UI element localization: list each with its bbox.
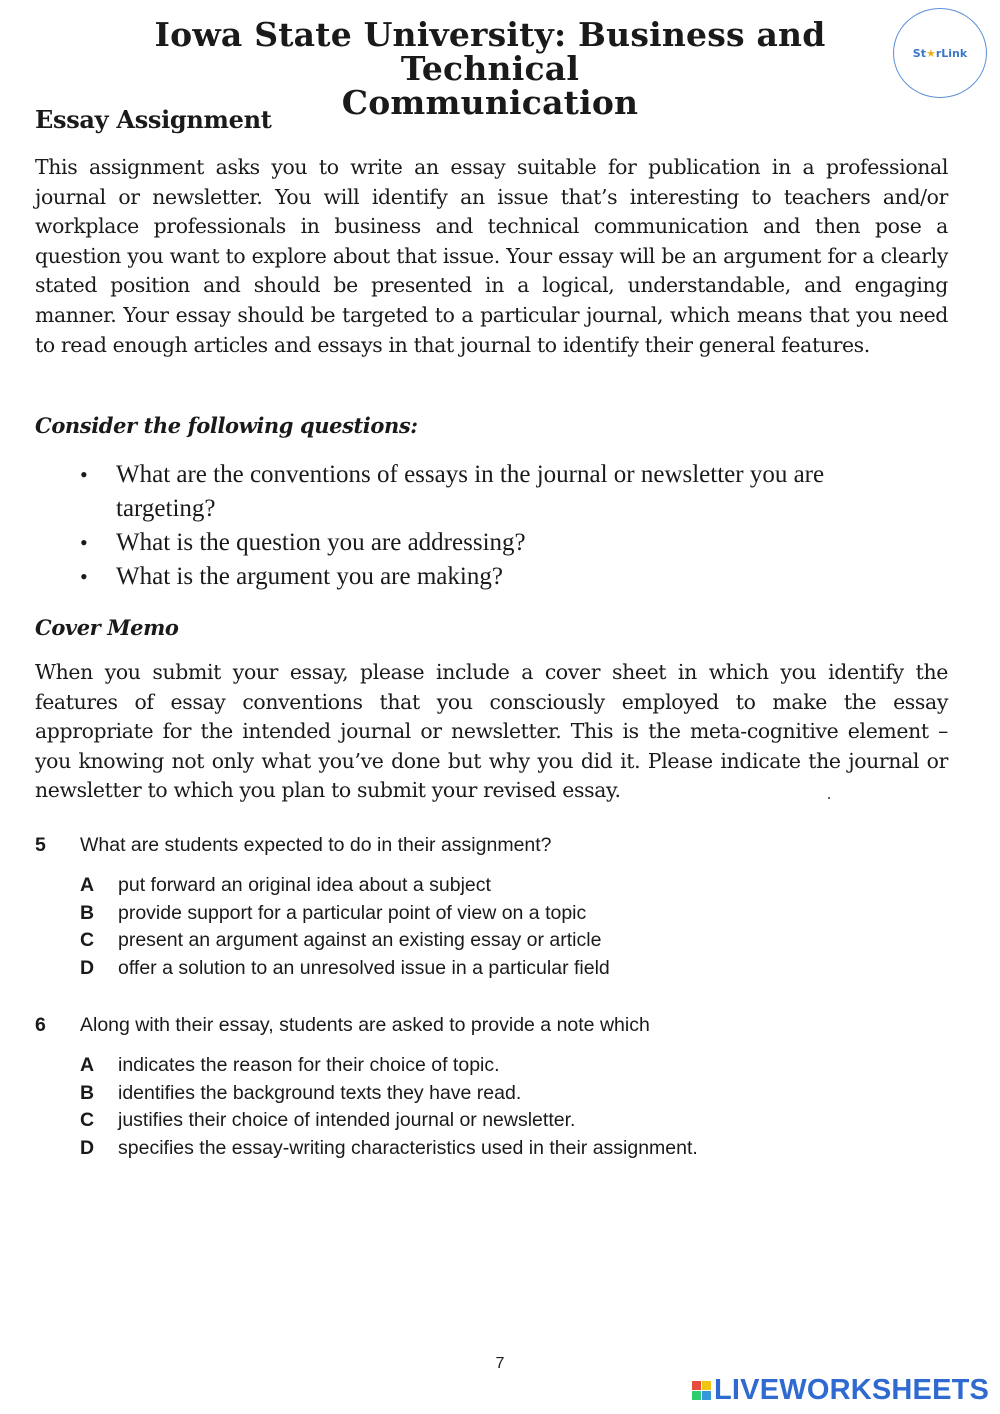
option-a[interactable]: A indicates the reason for their choice of topic. [80, 1054, 500, 1076]
option-b[interactable]: B provide support for a particular point of view on a topic [80, 901, 587, 924]
bullet-icon: • [80, 530, 88, 555]
option-b[interactable]: B identifies the background texts they have read. [80, 1081, 522, 1104]
bullet-icon: • [80, 564, 88, 589]
question-text: What are students expected to do in their assignment? [80, 834, 552, 856]
liveworksheets-brand: LIVEWORKSHEETS [714, 1373, 990, 1406]
option-d[interactable]: D specifies the essay-writing characteristics used in their assignment. [80, 1136, 698, 1159]
option-c[interactable]: C present an argument against an existing essay or article [80, 929, 602, 951]
bullet-item: • What is the argument you are making? [78, 560, 838, 594]
question-number: 6 [35, 1014, 46, 1036]
essay-assignment-body: This assignment asks you to write an essay suitable for publication in a professional journal or newsletter. You will identify an issue that’s interesting to teachers and/or workplace professionals in business and technical communication and then pose a question you want to explore about that issue. Your essay will be an argument for a clearly stated position and should be presented in a logical, understandable, and engaging manner. Your essay should be targeted to a particular journal, which means that you need to read enough articles and essays in that journal to identify their general features. [35, 155, 948, 357]
icon-square [702, 1391, 711, 1400]
bullet-item: • What is the question you are addressing? [78, 526, 838, 560]
icon-square [692, 1381, 701, 1390]
bullet-icon: • [80, 462, 88, 487]
page-number: 7 [495, 1355, 505, 1372]
title-line-2: Communication [341, 83, 639, 122]
logo-text: St★rLink [912, 46, 968, 60]
bullet-item: • What are the conventions of essays in the journal or newsletter you are targeting? [78, 458, 838, 526]
icon-square [702, 1381, 711, 1390]
essay-assignment-heading: Essay Assignment [35, 105, 272, 134]
option-d[interactable]: D offer a solution to an unresolved issue in a particular field [80, 956, 610, 979]
title-line-1: Iowa State University: Business and Technical [154, 15, 826, 88]
question-number: 5 [35, 834, 46, 856]
icon-square [692, 1391, 701, 1400]
starlink-logo [893, 8, 987, 98]
stray-mark [828, 797, 830, 799]
option-a[interactable]: A put forward an original idea about a subject [80, 874, 491, 896]
star-icon: ★ [925, 46, 936, 60]
option-c[interactable]: C justifies their choice of intended journal or newsletter. [80, 1109, 576, 1131]
consider-bullet-list [78, 458, 838, 594]
cover-memo-body: When you submit your essay, please include a cover sheet in which you identify the features of essay conventions that you consciously employed to make the essay appropriate for the intended journal or newsletter. This is the meta-cognitive element – you knowing not only what you’ve done but why you did it. Please indicate the journal or newsletter to which you plan to submit your revised essay. [35, 660, 948, 803]
consider-heading: Consider the following questions: [35, 413, 418, 438]
cover-memo-heading: Cover Memo [35, 615, 179, 640]
option-list [80, 1052, 940, 1162]
option-list [80, 872, 940, 982]
question-text: Along with their essay, students are asked to provide a note which [80, 1014, 650, 1036]
liveworksheets-logo[interactable] [692, 1372, 989, 1408]
liveworksheets-icon [692, 1381, 711, 1400]
